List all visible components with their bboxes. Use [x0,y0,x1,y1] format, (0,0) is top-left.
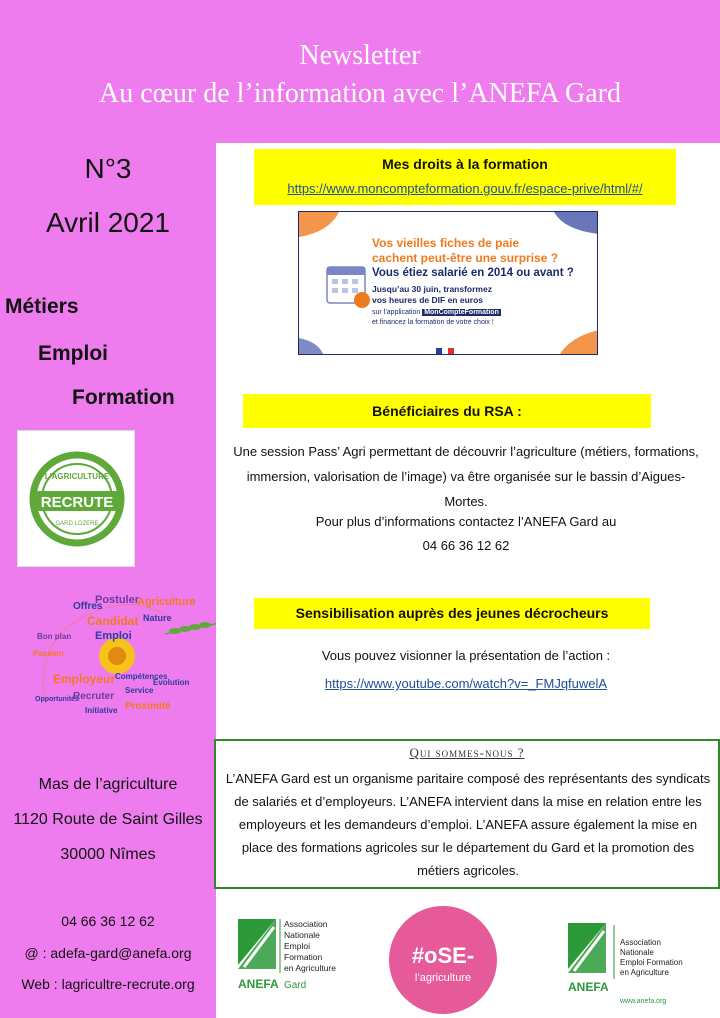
word-initiative: Initiative [85,706,118,715]
anefa-brand: ANEFA [568,980,609,994]
word-offres: Offres [73,601,103,612]
logo-top-text: L'AGRICULTURE [44,472,110,481]
anefa-line-1: Association [620,938,661,947]
ad-app-name: MonCompteFormation [424,309,499,316]
word-service: Service [125,686,154,695]
rsa-title: Bénéficiaires du RSA : [243,394,651,428]
anefa-gard-line-2: Nationale [284,930,320,940]
keyword-formation: Formation [72,386,175,409]
calendar-icon [327,267,370,308]
word-evolution: Evolution [153,678,190,687]
keyword-emploi: Emploi [38,342,109,365]
moncompteformation-ad [298,211,598,355]
recruitment-wordcloud [25,581,225,731]
word-competences: Compétences [115,672,168,681]
droits-section [254,149,676,205]
ose-agriculture-logo [388,905,498,1015]
droits-link[interactable]: https://www.moncompteformation.gouv.fr/espace-prive/html/#/ [287,181,643,196]
address-line-2: 1120 Route de Saint Gilles [13,811,203,828]
anefa-url[interactable]: www.anefa.org [620,998,667,1005]
anefa-gard-region: Gard [284,980,307,991]
anefa-gard-logo [234,913,358,1003]
anefa-gard-brand: ANEFA [238,977,279,991]
anefa-logo [564,917,694,1009]
anefa-line-4: en Agriculture [620,968,669,977]
about-text: L’ANEFA Gard est un organisme paritaire composé des représentants des syndicats de salariés et d’employeurs. L’ANEFA intervient dans la mise en relation entre les employeurs et les demandeurs d’emploi. L’ANEFA assure également la mise en place des formations agricoles sur le département du Gard et la promotion des métiers agricoles. [225,771,711,878]
rsa-paragraph-1: Une session Pass’ Agri permettant de découvrir l’agriculture (métiers, formations, immersion, valorisation de l’image) va être organisée sur le bassin d’Aigues-Mortes. [233,444,699,509]
logo-recrute-text: RECRUTE [40,494,114,511]
newsletter-title: Au cœur de l’information avec l’ANEFA Gard [99,78,621,109]
keyword-metiers: Métiers [5,295,79,318]
issue-date: Avril 2021 [45,207,170,238]
anefa-line-2: Nationale [620,948,654,957]
ad-line-7: et financez la formation de votre choix ! [372,319,494,326]
word-postuler: Postuler [95,594,140,606]
anefa-gard-line-3: Emploi [284,941,310,951]
sidebar [0,143,216,1018]
ad-line-6: sur l’application [372,309,421,316]
ad-line-2: cachent peut-être une surprise ? [372,251,559,265]
address-line-1: Mas de l’agriculture [38,776,178,793]
ad-line-4: Jusqu’au 30 juin, transformez [372,284,492,294]
main-content [216,143,720,1018]
youtube-link[interactable]: https://www.youtube.com/watch?v=_FMJqfuwelA [324,676,608,691]
newsletter-header [0,0,720,143]
ad-line-1: Vos vieilles fiches de paie [372,236,520,250]
jeunes-text: Vous pouvez visionner la présentation de l’action : [321,648,611,663]
contact-website[interactable]: Web : lagricultre-recrute.org [21,976,195,992]
agriculture-recrute-logo [17,430,135,567]
ose-main-text: #oSE- [411,943,475,968]
word-bon-plan: Bon plan [37,632,72,641]
word-nature: Nature [143,613,172,623]
anefa-line-3: Emploi Formation [620,958,683,967]
rsa-phone: 04 66 36 12 62 [422,538,510,553]
address-line-3: 30000 Nîmes [60,846,156,863]
anefa-gard-line-4: Formation [284,952,323,962]
jeunes-title: Sensibilisation auprès des jeunes décrocheurs [254,598,650,629]
word-candidat: Candidat [87,614,139,628]
newsletter-label: Newsletter [299,40,421,71]
ad-line-5: vos heures de DIF en euros [372,295,484,305]
about-title: Qui sommes-nous ? [409,745,525,760]
word-passion: Passion [33,649,64,658]
word-agriculture: Agriculture [137,596,196,608]
word-employeur: Employeur [53,672,116,686]
contact-phone: 04 66 36 12 62 [61,913,155,929]
logo-bottom-text: GARD LOZERE [55,521,99,527]
issue-number: N°3 [84,153,132,184]
droits-title: Mes droits à la formation [382,156,548,172]
anefa-gard-line-5: en Agriculture [284,963,336,973]
ose-sub-text: l’agriculture [414,972,472,984]
wheat-icon [165,622,220,634]
word-recruter: Recruter [73,691,115,702]
rsa-paragraph-2: Pour plus d’informations contactez l’ANEFA Gard au [315,514,617,529]
anefa-gard-line-1: Association [284,919,328,929]
word-emploi: Emploi [95,630,132,642]
french-flag-icon [436,348,454,355]
word-proximite: Proximité [125,701,171,712]
ad-line-3: Vous étiez salarié en 2014 ou avant ? [372,267,574,279]
word-opportunites: Opportunités [35,696,79,703]
about-section [214,739,720,889]
contact-email[interactable]: @ : adefa-gard@anefa.org [24,945,192,961]
